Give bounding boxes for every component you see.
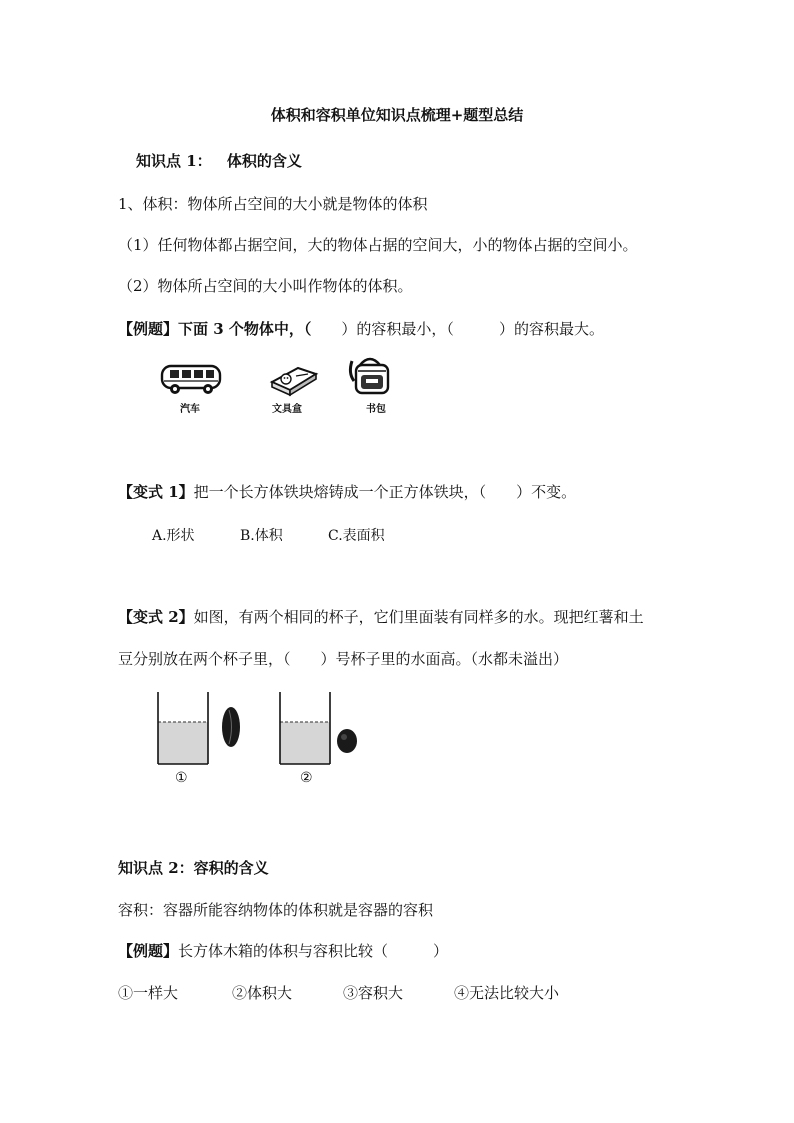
example-tag: 【例题】 <box>118 320 179 338</box>
example-text-a: 下面 3 个物体中，（ <box>178 320 312 338</box>
variant-1-text: 把一个长方体铁块熔铸成一个正方体铁块，（ ）不变。 <box>193 483 577 501</box>
schoolbag-caption: 书包 <box>366 404 386 415</box>
kp2-example-text: 长方体木箱的体积与容积比较（ ） <box>178 942 449 960</box>
kp1-heading <box>136 150 302 171</box>
kp2-option-4: ④无法比较大小 <box>454 984 560 1002</box>
variant-1 <box>118 481 576 502</box>
example-text-c: ）的容积最大。 <box>498 320 604 338</box>
variant-2-line-1 <box>118 606 644 627</box>
bus-image <box>160 362 224 396</box>
kp2-option-1: ①一样大 <box>118 984 179 1002</box>
kp1-point-2: （2）物体所占空间的大小叫作物体的体积。 <box>118 277 413 295</box>
kp2-heading: 知识点 2：容积的含义 <box>118 859 269 877</box>
variant-1-option-c: C.表面积 <box>328 528 385 544</box>
variant-2-tag: 【变式 2】 <box>118 608 194 626</box>
kp1-point-1: （1）任何物体都占据空间，大的物体占据的空间大，小的物体占据的空间小。 <box>118 236 638 254</box>
variant-2-line-2: 豆分别放在两个杯子里，（ ）号杯子里的水面高。（水都未溢出） <box>118 650 569 668</box>
variant-1-option-b: B.体积 <box>240 528 283 544</box>
kp1-example <box>118 318 604 339</box>
bus-caption: 汽车 <box>180 404 200 415</box>
variant-2-line-1-text: 如图，有两个相同的杯子，它们里面装有同样多的水。现把红薯和土 <box>193 608 644 626</box>
example-text-b: ）的容积最小，（ <box>341 320 454 338</box>
kp2-example <box>118 940 448 961</box>
cup-2-figure <box>272 690 372 770</box>
example-blank-2 <box>454 320 499 338</box>
schoolbag-image <box>348 355 394 397</box>
cup-1-label: ① <box>175 770 188 786</box>
kp2-option-2: ②体积大 <box>232 984 293 1002</box>
kp2-option-3: ③容积大 <box>343 984 404 1002</box>
variant-1-tag: 【变式 1】 <box>118 483 194 501</box>
kp1-heading-label: 知识点 1： <box>136 152 212 170</box>
pencil-box-caption: 文具盒 <box>272 404 302 415</box>
cup-2-label: ② <box>300 770 313 786</box>
page-title: 体积和容积单位知识点梳理+题型总结 <box>270 106 524 124</box>
cup-1-figure <box>150 690 250 770</box>
kp1-heading-text: 体积的含义 <box>226 152 302 170</box>
kp2-definition: 容积：容器所能容纳物体的体积就是容器的容积 <box>118 901 434 919</box>
example-blank-1 <box>311 320 341 338</box>
variant-1-option-a: A.形状 <box>152 528 195 544</box>
pencil-box-image <box>268 362 320 396</box>
kp1-definition: 1、体积：物体所占空间的大小就是物体的体积 <box>118 195 428 213</box>
kp2-example-tag: 【例题】 <box>118 942 179 960</box>
